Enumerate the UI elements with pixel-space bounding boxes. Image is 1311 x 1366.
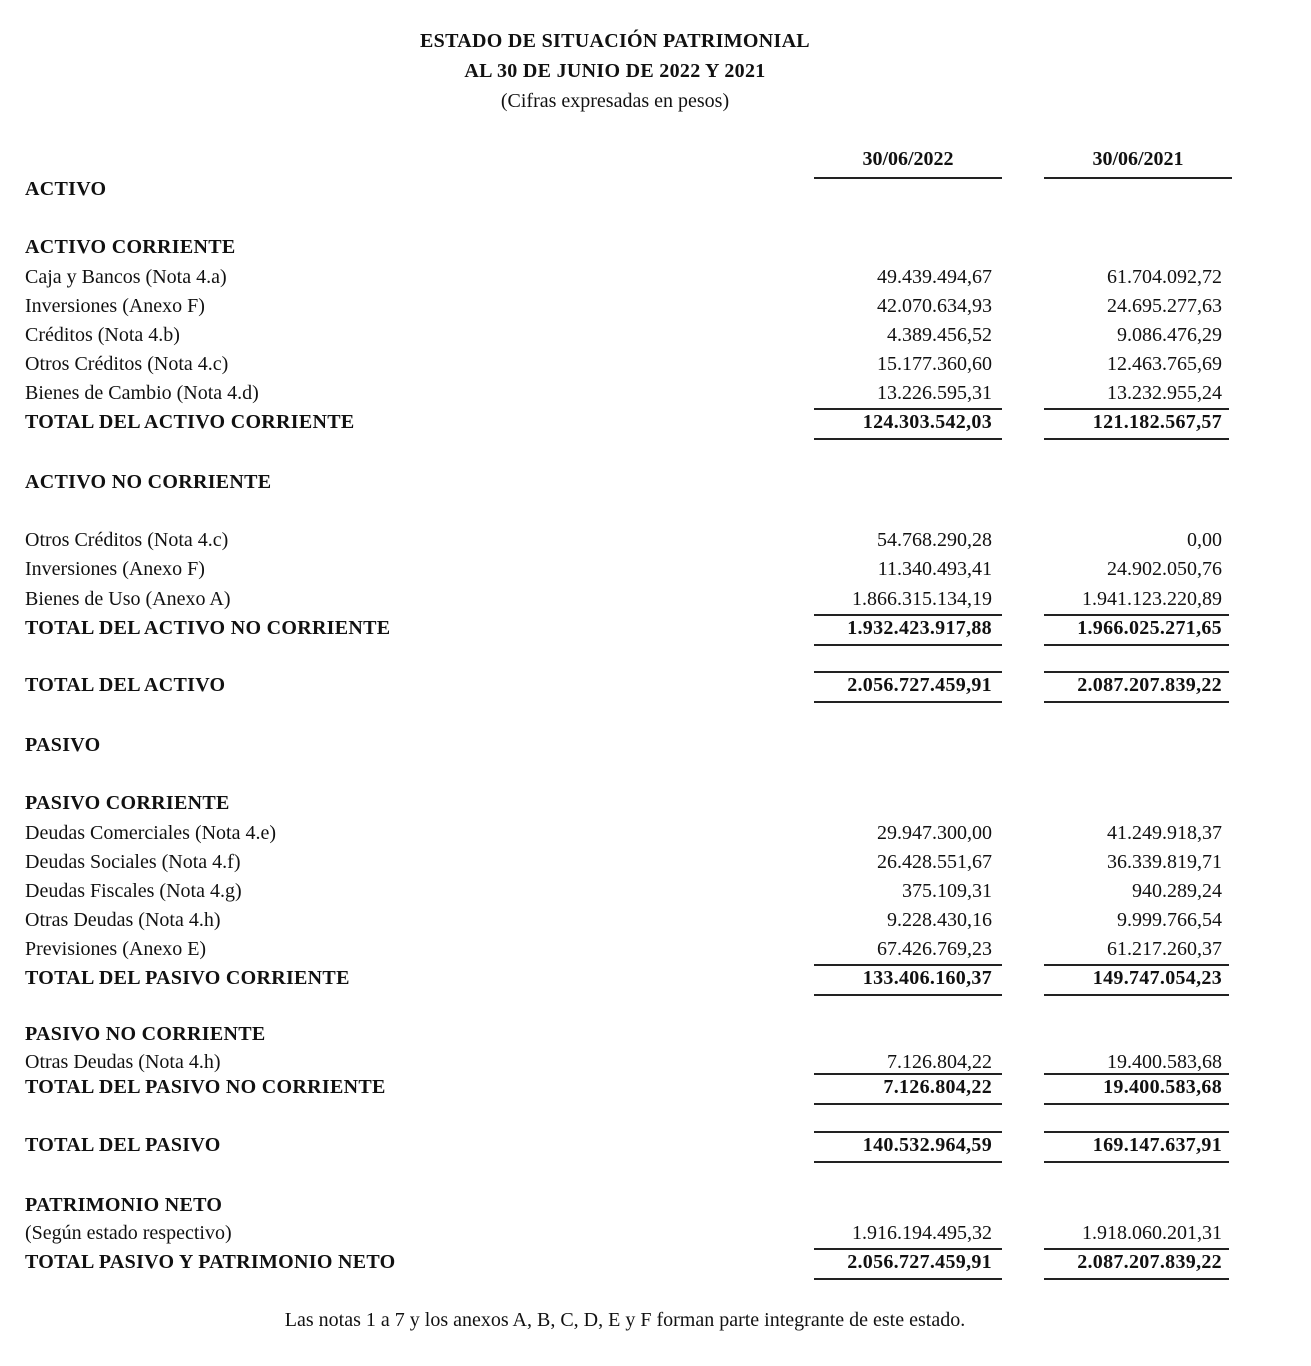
statement-section-row (0, 411, 1311, 441)
row-label: Otras Deudas (Nota 4.h) (25, 909, 221, 931)
statement-line-row (0, 266, 1311, 296)
value-2021: 13.232.955,24 (1107, 382, 1222, 404)
subtotal-rule (1044, 1073, 1229, 1075)
row-label: Caja y Bancos (Nota 4.a) (25, 266, 227, 288)
value-2021: 24.695.277,63 (1107, 295, 1222, 317)
statement-section-row (0, 1023, 1311, 1053)
row-label: PASIVO (25, 734, 101, 756)
value-2021: 2.087.207.839,22 (1077, 674, 1222, 696)
statement-section-row (0, 1134, 1311, 1164)
total-rule (1044, 1278, 1229, 1280)
row-label: Otros Créditos (Nota 4.c) (25, 529, 229, 551)
row-label: PASIVO CORRIENTE (25, 792, 230, 814)
value-2021: 9.086.476,29 (1117, 324, 1222, 346)
row-label: TOTAL DEL PASIVO NO CORRIENTE (25, 1076, 386, 1098)
subtotal-rule (814, 408, 1002, 410)
value-2022: 2.056.727.459,91 (847, 674, 992, 696)
total-rule (1044, 644, 1229, 646)
value-2021: 1.918.060.201,31 (1082, 1222, 1222, 1244)
value-2022: 1.932.423.917,88 (847, 617, 992, 639)
row-label: TOTAL DEL ACTIVO CORRIENTE (25, 411, 355, 433)
row-label: ACTIVO NO CORRIENTE (25, 471, 272, 493)
value-2022: 9.228.430,16 (887, 909, 992, 931)
value-2022: 49.439.494,67 (877, 266, 992, 288)
row-label: PASIVO NO CORRIENTE (25, 1023, 266, 1045)
subtotal-rule (814, 614, 1002, 616)
total-rule (1044, 1103, 1229, 1105)
statement-date: AL 30 DE JUNIO DE 2022 Y 2021 (464, 60, 766, 82)
statement-line-row (0, 324, 1311, 354)
subtotal-rule (814, 671, 1002, 673)
statement-line-row (0, 822, 1311, 852)
value-2021: 121.182.567,57 (1092, 411, 1222, 433)
value-2021: 24.902.050,76 (1107, 558, 1222, 580)
row-label: TOTAL DEL PASIVO (25, 1134, 221, 1156)
row-label: Bienes de Uso (Anexo A) (25, 588, 231, 610)
statement-section-row (0, 1076, 1311, 1106)
value-2022: 7.126.804,22 (887, 1051, 992, 1073)
value-2021: 1.941.123.220,89 (1082, 588, 1222, 610)
column-header-2021: 30/06/2021 (1044, 148, 1232, 179)
footer-note: Las notas 1 a 7 y los anexos A, B, C, D, E y F forman parte integrante de este estado. (284, 1309, 966, 1331)
value-2021: 9.999.766,54 (1117, 909, 1222, 931)
total-rule (814, 994, 1002, 996)
currency-note: (Cifras expresadas en pesos) (500, 90, 730, 112)
statement-section-row (0, 471, 1311, 501)
row-label: TOTAL DEL PASIVO CORRIENTE (25, 967, 350, 989)
value-2022: 133.406.160,37 (862, 967, 992, 989)
total-rule (1044, 994, 1229, 996)
value-2022: 124.303.542,03 (862, 411, 992, 433)
row-label: (Según estado respectivo) (25, 1222, 232, 1244)
statement-line-row (0, 558, 1311, 588)
row-label: Créditos (Nota 4.b) (25, 324, 180, 346)
statement-title: ESTADO DE SITUACIÓN PATRIMONIAL (420, 30, 810, 52)
statement-section-row (0, 674, 1311, 704)
statement-section-row (0, 236, 1311, 266)
statement-section-row (0, 734, 1311, 764)
row-label: Inversiones (Anexo F) (25, 558, 205, 580)
value-2022: 54.768.290,28 (877, 529, 992, 551)
subtotal-rule (1044, 964, 1229, 966)
value-2022: 1.866.315.134,19 (852, 588, 992, 610)
value-2021: 41.249.918,37 (1107, 822, 1222, 844)
value-2021: 61.217.260,37 (1107, 938, 1222, 960)
row-label: Deudas Fiscales (Nota 4.g) (25, 880, 242, 902)
total-rule (814, 1278, 1002, 1280)
row-label: TOTAL DEL ACTIVO (25, 674, 226, 696)
statement-line-row (0, 851, 1311, 881)
value-2021: 0,00 (1187, 529, 1222, 551)
statement-section-row (0, 967, 1311, 997)
row-label: Otros Créditos (Nota 4.c) (25, 353, 229, 375)
total-rule (1044, 438, 1229, 440)
statement-line-row (0, 295, 1311, 325)
statement-section-row (0, 617, 1311, 647)
value-2022: 2.056.727.459,91 (847, 1251, 992, 1273)
value-2022: 67.426.769,23 (877, 938, 992, 960)
row-label: Deudas Sociales (Nota 4.f) (25, 851, 241, 873)
value-2022: 7.126.804,22 (883, 1076, 992, 1098)
statement-section-row (0, 1251, 1311, 1281)
statement-line-row (0, 353, 1311, 383)
value-2021: 19.400.583,68 (1107, 1051, 1222, 1073)
subtotal-rule (1044, 671, 1229, 673)
subtotal-rule (1044, 1248, 1229, 1250)
subtotal-rule (814, 964, 1002, 966)
value-2022: 29.947.300,00 (877, 822, 992, 844)
value-2022: 375.109,31 (902, 880, 992, 902)
subtotal-rule (1044, 1131, 1229, 1133)
statement-section-row (0, 792, 1311, 822)
subtotal-rule (1044, 614, 1229, 616)
value-2022: 13.226.595,31 (877, 382, 992, 404)
value-2022: 4.389.456,52 (887, 324, 992, 346)
row-label: TOTAL DEL ACTIVO NO CORRIENTE (25, 617, 391, 639)
total-rule (1044, 701, 1229, 703)
value-2022: 11.340.493,41 (877, 558, 992, 580)
column-header-2022: 30/06/2022 (814, 148, 1002, 179)
row-label: Otras Deudas (Nota 4.h) (25, 1051, 221, 1073)
subtotal-rule (814, 1073, 1002, 1075)
statement-section-row (0, 1194, 1311, 1224)
value-2021: 1.966.025.271,65 (1077, 617, 1222, 639)
value-2022: 42.070.634,93 (877, 295, 992, 317)
value-2022: 26.428.551,67 (877, 851, 992, 873)
value-2021: 149.747.054,23 (1092, 967, 1222, 989)
total-rule (814, 1103, 1002, 1105)
row-label: Deudas Comerciales (Nota 4.e) (25, 822, 277, 844)
value-2022: 1.916.194.495,32 (852, 1222, 992, 1244)
value-2022: 15.177.360,60 (877, 353, 992, 375)
total-rule (814, 644, 1002, 646)
statement-section-row (0, 178, 1311, 208)
value-2021: 19.400.583,68 (1103, 1076, 1222, 1098)
total-rule (1044, 1161, 1229, 1163)
statement-line-row (0, 529, 1311, 559)
value-2021: 169.147.637,91 (1092, 1134, 1222, 1156)
statement-line-row (0, 880, 1311, 910)
row-label: PATRIMONIO NETO (25, 1194, 223, 1216)
subtotal-rule (814, 1131, 1002, 1133)
row-label: Inversiones (Anexo F) (25, 295, 205, 317)
value-2021: 2.087.207.839,22 (1077, 1251, 1222, 1273)
value-2021: 940.289,24 (1132, 880, 1222, 902)
subtotal-rule (814, 1248, 1002, 1250)
row-label: Previsiones (Anexo E) (25, 938, 207, 960)
value-2021: 12.463.765,69 (1107, 353, 1222, 375)
value-2022: 140.532.964,59 (862, 1134, 992, 1156)
value-2021: 36.339.819,71 (1107, 851, 1222, 873)
total-rule (814, 1161, 1002, 1163)
value-2021: 61.704.092,72 (1107, 266, 1222, 288)
row-label: Bienes de Cambio (Nota 4.d) (25, 382, 259, 404)
row-label: ACTIVO (25, 178, 107, 200)
total-rule (814, 701, 1002, 703)
statement-line-row (0, 909, 1311, 939)
total-rule (814, 438, 1002, 440)
row-label: TOTAL PASIVO Y PATRIMONIO NETO (25, 1251, 396, 1273)
subtotal-rule (1044, 408, 1229, 410)
row-label: ACTIVO CORRIENTE (25, 236, 236, 258)
